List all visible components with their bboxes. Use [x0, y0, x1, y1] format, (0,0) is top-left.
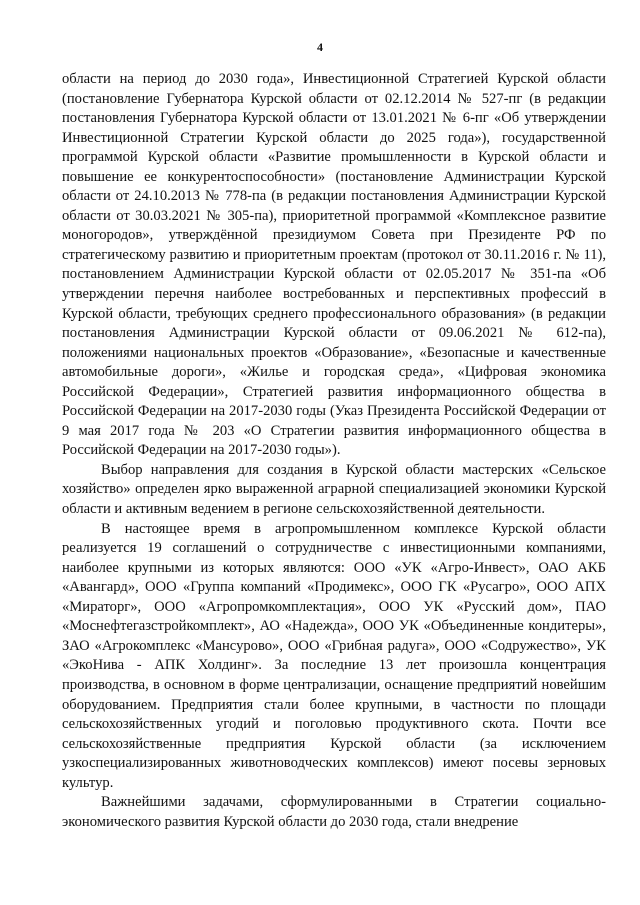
paragraph-key-tasks: Важнейшими задачами, сформулированными в Стратегии социально-экономического развития Курской области до 2030 года, стали внедрение: [62, 794, 606, 830]
paragraph-workshop-choice: Выбор направления для создания в Курской области мастерских «Сельское хозяйство» определен ярко выраженной аграрной специализацией экономики Курской области и активным ведением в регионе сельскохозяйственной деятельности.: [62, 461, 606, 518]
page-number: 4: [317, 40, 323, 54]
paragraph-agro-complex: В настоящее время в агропромышленном комплексе Курской области реализуется 19 соглашений о сотрудничестве с инвестиционными компаниями, наиболее крупными из которых являются: ООО «УК «Агро-Инвест», ОАО АКБ «Авангард», ООО «Группа компаний «Продимекс», ООО ГК «Русагро», ООО АПХ «Мираторг», ООО «Агропромкомплектация», ООО УК «Русский дом», ПАО «Моснефтегазстройкомплект», АО «Надежда», ООО УК «Объединенные кондитеры», ЗАО «Агрокомплекс «Мансурово», ООО «Грибная радуга», ООО «Содружество», УК «ЭкоНива - АПК Холдинг». За последние 13 лет произошла концентрация производства, в основном в форме централизации, оснащение предприятий новейшим оборудованием. Предприятия стали более крупными, в частности по площади сельскохозяйственных угодий и поголовью продуктивного скота. Почти все сельскохозяйственные предприятия Курской области (за исключением узкоспециализированных животноводческих комплексов) имеют посевы зерновых культур.: [62, 520, 606, 791]
paragraph-continuation: области на период до 2030 года», Инвестиционной Стратегией Курской области (постановление Губернатора Курской области от 02.12.2014 № 527-пг (в редакции постановления Губернатора Курской области от 13.01.2021 № 6-пг «Об утверждении Инвестиционной Стратегии Курской области до 2025 года»), государственной программой Курской области «Развитие промышленности в Курской области и повышение ее конкурентоспособности» (постановление Администрации Курской области от 24.10.2013 № 778-па (в редакции постановления Администрации Курской области от 30.03.2021 № 305-па), приоритетной программой «Комплексное развитие моногородов», утверждённой президиумом Совета при Президенте РФ по стратегическому развитию и приоритетным проектам (протокол от 30.11.2016 г. № 11), постановлением Администрации Курской области от 02.05.2017 № 351-па «Об утверждении перечня наиболее востребованных и перспективных профессий в Курской области, требующих среднего профессионального образования» (в редакции постановления Администрации Курской области от 09.06.2021 № 612-па), положениями национальных проектов «Образование», «Безопасные и качественные автомобильные дороги», «Жилье и городская среда», «Цифровая экономика Российской Федерации», Стратегией развития информационного общества в Российской Федерации на 2017-2030 годы (Указ Президента Российской Федерации от 9 мая 2017 года № 203 «О Стратегии развития информационного общества в Российской Федерации на 2017-2030 годы»).: [62, 71, 606, 459]
document-body: [62, 70, 606, 832]
